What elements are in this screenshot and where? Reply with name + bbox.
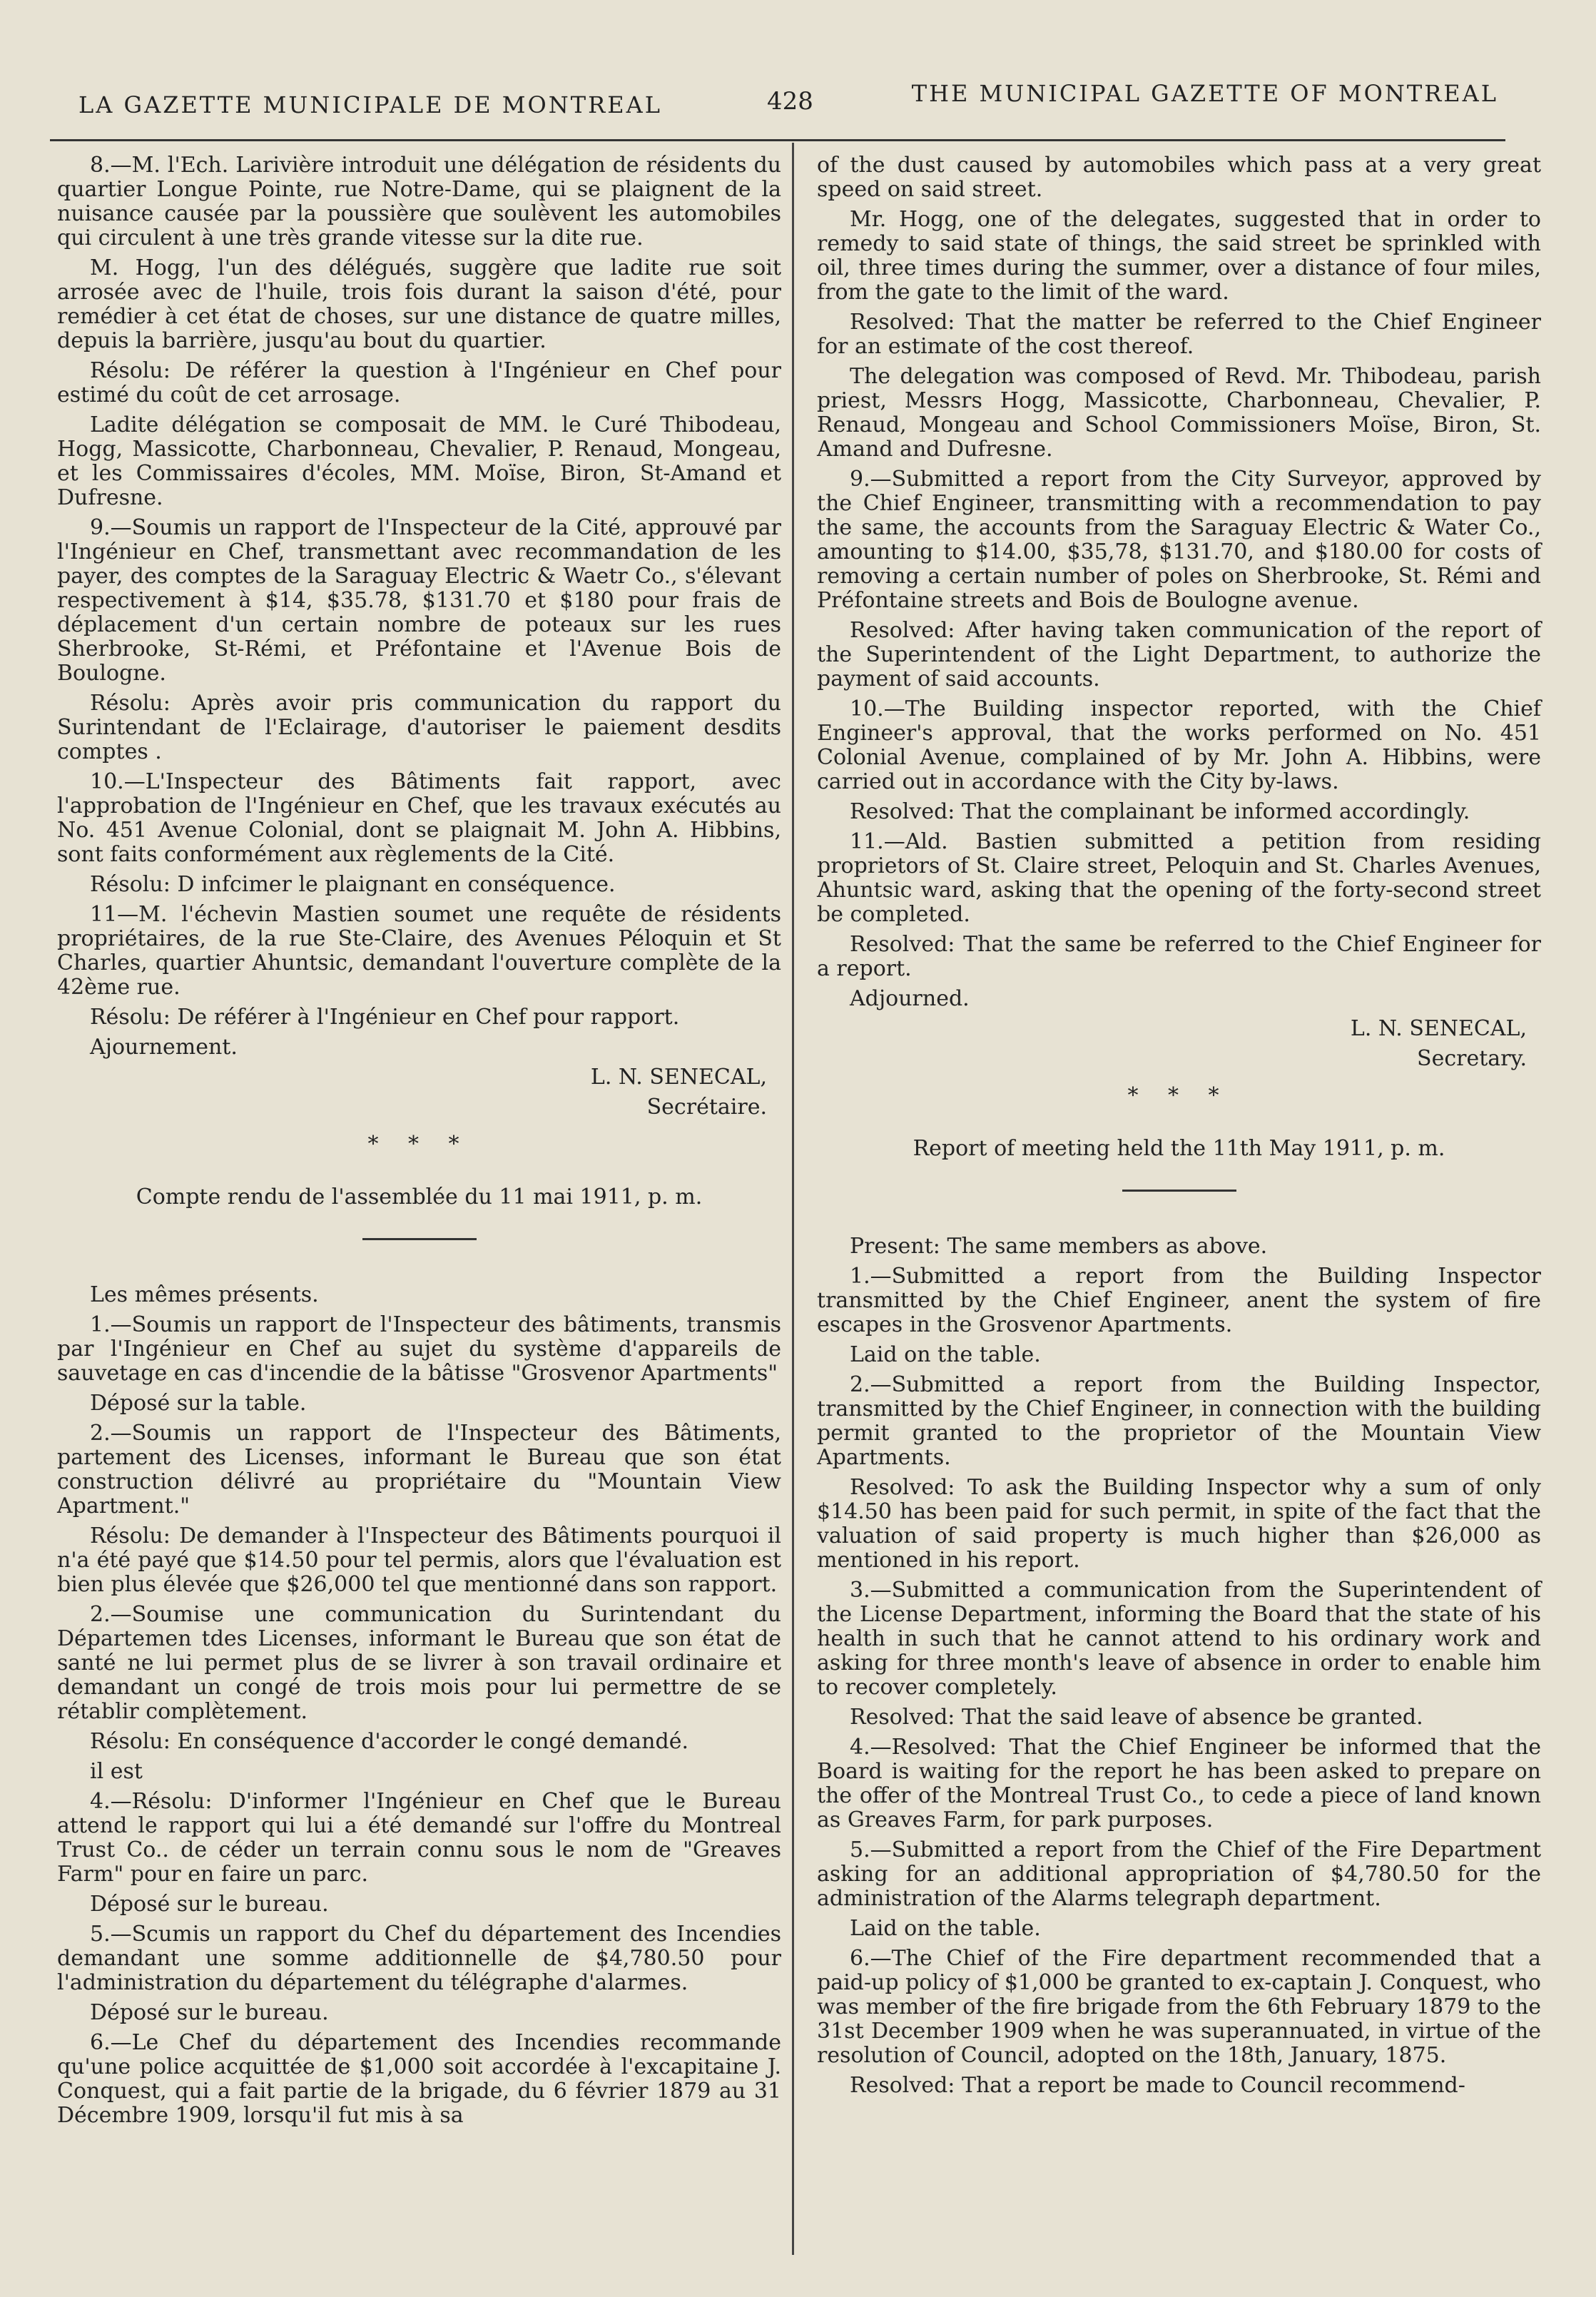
paragraph: 8.—M. l'Ech. Larivière introduit une délégation de résidents du quartier Longue Pointe, rue Notre-Dame, qui se plaignent de la nuisance causée par la poussière que soulèvent les automobiles qui circulent à une très grande vitesse sur la dite rue.: [57, 153, 781, 250]
paragraph: 1.—Soumis un rapport de l'Inspecteur des bâtiments, transmis par l'Ingénieur en Chef au sujet du système d'appareils de sauvetage en cas d'incendie de la bâtisse "Grosvenor Apartments": [57, 1312, 781, 1386]
paragraph: Ladite délégation se composait de MM. le Curé Thibodeau, Hogg, Massicotte, Charbonneau, Chevalier, P. Renaud, Mongeau, et les Commissaires d'écoles, MM. Moïse, Biron, St-Amand et Dufresne.: [57, 412, 781, 510]
paragraph: 9.—Submitted a report from the City Surveyor, approved by the Chief Engineer, transmitting with a recommendation to pay the same, the accounts from the Saraguay Electric & Water Co., amounting to $14.00, $35,78, $131.70, and $180.00 for costs of removing a certain number of poles on Sherbrooke, St. Rémi and Préfontaine streets and Bois de Boulogne avenue.: [817, 467, 1541, 613]
meeting-heading: Compte rendu de l'assemblée du 11 mai 1911, p. m.: [136, 1185, 703, 1210]
paragraph: Résolu: De référer la question à l'Ingénieur en Chef pour estimé du coût de cet arrosage.: [57, 358, 781, 407]
paragraph: 5.—Scumis un rapport du Chef du département des Incendies demandant une somme additionnelle de $4,780.50 pour l'administration du département du télégraphe d'alarmes.: [57, 1922, 781, 1995]
paragraph: M. Hogg, l'un des délégués, suggère que ladite rue soit arrosée avec de l'huile, trois fois durant la saison d'été, pour remédier à cet état de choses, sur une distance de quatre milles, depuis la barrière, jusqu'au bout du quartier.: [57, 255, 781, 353]
section-separator: * * *: [1127, 1083, 1231, 1108]
paragraph: Resolved: After having taken communication of the report of the Superintendent of the Light Department, to authorize the payment of said accounts.: [817, 618, 1541, 691]
page-header: [50, 78, 1498, 128]
paragraph: Resolved: That a report be made to Council recommend-: [850, 2073, 1465, 2098]
paragraph: Résolu: Après avoir pris communication du rapport du Surintendant de l'Eclairage, d'autoriser le paiement desdits comptes .: [57, 691, 781, 764]
paragraph: Résolu: D infcimer le plaignant en conséquence.: [90, 872, 616, 897]
paragraph: Les mêmes présents.: [90, 1282, 319, 1307]
header-english-title: THE MUNICIPAL GAZETTE OF MONTREAL: [911, 80, 1498, 107]
signature-name: L. N. SENECAL,: [1350, 1016, 1527, 1041]
english-column: [817, 153, 1541, 2104]
paragraph: 11—M. l'échevin Mastien soumet une requête de résidents propriétaires, de la rue Ste-Claire, des Avenues Péloquin et St Charles, quartier Ahuntsic, demandant l'ouverture complète de la 42ème rue.: [57, 902, 781, 1000]
paragraph: Adjourned.: [850, 986, 970, 1011]
paragraph: 2.—Soumise une communication du Surintendant du Départemen tdes Licenses, informant le Bureau que son état de santé ne lui permet plus de se livrer à son travail ordinaire et demandant un congé de trois mois pour lui permettre de se rétablir complètement.: [57, 1602, 781, 1724]
paragraph: Resolved: That the same be referred to the Chief Engineer for a report.: [817, 932, 1541, 981]
paragraph: 11.—Ald. Bastien submitted a petition from residing proprietors of St. Claire street, Peloquin and St. Charles Avenues, Ahuntsic ward, asking that the opening of the forty-second street be completed.: [817, 829, 1541, 927]
paragraph: Resolved: That the complainant be informed accordingly.: [850, 799, 1470, 824]
signature-title: Secrétaire.: [646, 1095, 767, 1120]
paragraph: The delegation was composed of Revd. Mr. Thibodeau, parish priest, Messrs Hogg, Massicotte, Charbonneau, Chevalier, P. Renaud, Mongeau and School Commissioners Moïse, Biron, St. Amand and Dufresne.: [817, 364, 1541, 462]
meeting-heading: Report of meeting held the 11th May 1911, p. m.: [913, 1136, 1445, 1161]
paragraph: Mr. Hogg, one of the delegates, suggested that in order to remedy to said state of things, the said street be sprinkled with oil, three times during the summer, over a distance of four miles, from the gate to the limit of the ward.: [817, 207, 1541, 305]
paragraph: 6.—Le Chef du département des Incendies recommande qu'une police acquittée de $1,000 soit accordée à l'excapitaine J. Conquest, qui a fait partie de la brigade, du 6 février 1879 au 31 Décembre 1909, lorsqu'il fut mis à sa: [57, 2030, 781, 2128]
signature-name: L. N. SENECAL,: [590, 1065, 767, 1090]
paragraph: 2.—Submitted a report from the Building Inspector, transmitted by the Chief Engineer, in connection with the building permit granted to the proprietor of the Mountain View Apartments.: [817, 1372, 1541, 1470]
paragraph: 2.—Soumis un rapport de l'Inspecteur des Bâtiments, partement des Licenses, informant le Bureau que son état construction délivré au propriétaire du "Mountain View Apartment.": [57, 1421, 781, 1518]
paragraph: Resolved: That the said leave of absence be granted.: [850, 1705, 1423, 1730]
paragraph: Resolved: That the matter be referred to the Chief Engineer for an estimate of the cost thereof.: [817, 310, 1541, 359]
short-rule: [362, 1238, 477, 1240]
column-divider: [792, 143, 794, 2255]
paragraph: Résolu: De référer à l'Ingénieur en Chef pour rapport.: [90, 1005, 680, 1030]
paragraph: Resolved: To ask the Building Inspector why a sum of only $14.50 has been paid for such permit, in spite of the fact that the valuation of said property is much higher than $26,000 as mentioned in his report.: [817, 1475, 1541, 1573]
paragraph: Laid on the table.: [850, 1342, 1041, 1367]
paragraph: il est: [90, 1759, 143, 1784]
page-number: 428: [767, 87, 813, 116]
paragraph: 1.—Submitted a report from the Building Inspector transmitted by the Chief Engineer, anent the system of fire escapes in the Grosvenor Apartments.: [817, 1264, 1541, 1337]
paragraph: Ajournement.: [90, 1035, 238, 1060]
french-column: [57, 153, 781, 2134]
paragraph: 6.—The Chief of the Fire department recommended that a paid-up policy of $1,000 be granted to ex-captain J. Conquest, who was member of the fire brigade from the 6th February 1879 to the 31st December 1909 when he was superannuated, in virtue of the resolution of Council, adopted on the 18th, January, 1875.: [817, 1946, 1541, 2068]
signature-title: Secretary.: [1417, 1046, 1527, 1071]
paragraph: Résolu: De demander à l'Inspecteur des Bâtiments pourquoi il n'a été payé que $14.50 pour tel permis, alors que l'évaluation est bien plus élevée que $26,000 tel que mentionné dans son rapport.: [57, 1523, 781, 1597]
paragraph: 5.—Submitted a report from the Chief of the Fire Department asking for an additional appropriation of $4,780.50 for the administration of the Alarms telegraph department.: [817, 1837, 1541, 1911]
paragraph: Present: The same members as above.: [850, 1234, 1268, 1259]
paragraph: Déposé sur le bureau.: [90, 1892, 329, 1917]
paragraph: 4.—Resolved: That the Chief Engineer be informed that the Board is waiting for the report he has been asked to prepare on the offer of the Montreal Trust Co., to cede a piece of land known as Greaves Farm, for park purposes.: [817, 1735, 1541, 1832]
paragraph: 4.—Résolu: D'informer l'Ingénieur en Chef que le Bureau attend le rapport qui lui a été demandé sur l'offre du Montreal Trust Co.. de céder un terrain connu sous le nom de "Greaves Farm" pour en faire un parc.: [57, 1789, 781, 1887]
paragraph: of the dust caused by automobiles which pass at a very great speed on said street.: [817, 153, 1541, 202]
paragraph: 3.—Submitted a communication from the Superintendent of the License Department, informing the Board that the state of his health in such that he cannot attend to his ordinary work and asking for three month's leave of absence in order to enable him to recover completely.: [817, 1578, 1541, 1700]
section-separator: * * *: [367, 1132, 471, 1157]
header-rule: [50, 139, 1505, 141]
paragraph: Déposé sur le bureau.: [90, 2000, 329, 2025]
paragraph: 10.—L'Inspecteur des Bâtiments fait rapport, avec l'approbation de l'Ingénieur en Chef, que les travaux exécutés au No. 451 Avenue Colonial, dont se plaignait M. John A. Hibbins, sont faits conformément aux règlements de la Cité.: [57, 769, 781, 867]
paragraph: 9.—Soumis un rapport de l'Inspecteur de la Cité, approuvé par l'Ingénieur en Chef, transmettant avec recommandation de les payer, des comptes de la Saraguay Electric & Waetr Co., s'élevant respectivement à $14, $35.78, $131.70 et $180 pour frais de déplacement d'un certain nombre de poteaux sur les rues Sherbrooke, St-Rémi, et Préfontaine et l'Avenue Bois de Boulogne.: [57, 515, 781, 686]
paragraph: Déposé sur la table.: [90, 1391, 307, 1416]
paragraph: 10.—The Building inspector reported, with the Chief Engineer's approval, that the works performed on No. 451 Colonial Avenue, complained of by Mr. John A. Hibbins, were carried out in accordance with the City by-laws.: [817, 696, 1541, 794]
paragraph: Laid on the table.: [850, 1916, 1041, 1941]
paragraph: Résolu: En conséquence d'accorder le congé demandé.: [90, 1729, 688, 1754]
short-rule: [1122, 1190, 1236, 1192]
header-french-title: LA GAZETTE MUNICIPALE DE MONTREAL: [78, 91, 662, 118]
